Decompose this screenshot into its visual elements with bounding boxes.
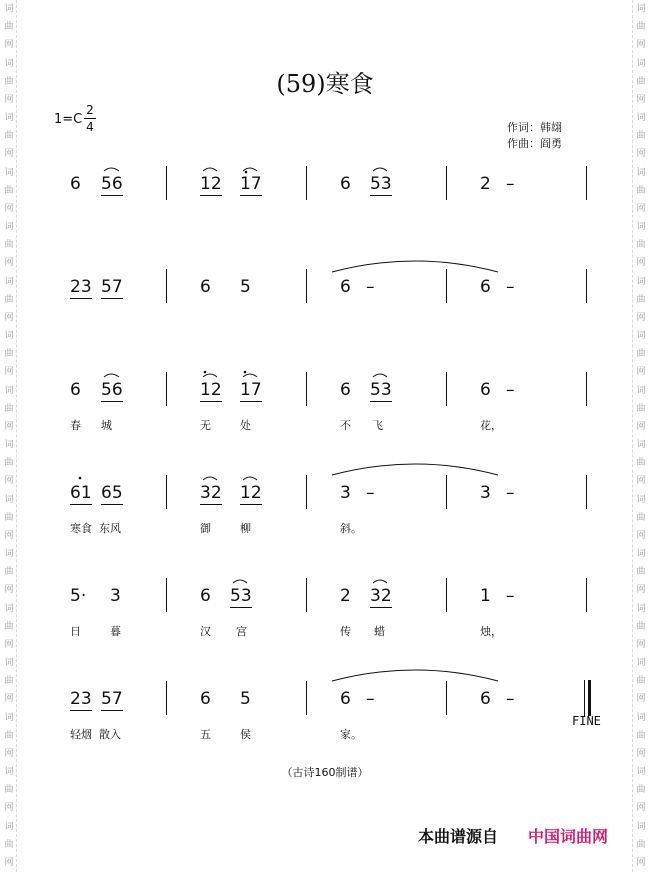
lyric: 侯 [240, 728, 251, 741]
lyric: 东风 [99, 522, 121, 535]
watermark-glyph: 词 [636, 767, 646, 777]
barline [166, 269, 167, 303]
note: 32 [370, 586, 392, 606]
watermark-glyph: 词 [4, 4, 14, 14]
lyric: 日 [70, 625, 81, 638]
lyric: 轻烟 [70, 728, 92, 741]
barline [166, 166, 167, 200]
watermark-glyph: 曲 [636, 185, 646, 196]
watermark-glyph: 曲 [4, 22, 14, 32]
note: 3 [480, 483, 491, 503]
watermark-glyph: 词 [4, 440, 14, 450]
watermark-glyph: 曲 [636, 131, 646, 141]
footer-prefix: 本曲谱源自 [418, 827, 499, 846]
watermark-glyph: 曲 [636, 621, 646, 632]
note: 6 [480, 380, 491, 400]
note: 2 [340, 586, 351, 606]
watermark-glyph: 网 [636, 203, 646, 214]
watermark-glyph: 词 [636, 167, 646, 178]
lyric: 汉 [200, 625, 211, 638]
watermark-glyph: 词 [4, 821, 14, 832]
barline [166, 578, 167, 612]
note: 57 [101, 277, 123, 297]
watermark-glyph: 曲 [636, 567, 646, 577]
lyric: 不 [340, 419, 351, 432]
note: 6 [70, 174, 81, 194]
watermark-glyph: 词 [636, 549, 646, 559]
watermark-glyph: 词 [636, 331, 646, 341]
watermark-glyph: 网 [636, 639, 646, 650]
octave-dot [204, 371, 207, 374]
watermark-glyph: 曲 [636, 785, 646, 795]
time-signature-top: 2 [86, 103, 94, 117]
note: 56 [101, 174, 123, 194]
note: 6 [200, 689, 211, 709]
note: – [506, 277, 515, 297]
note: 53 [370, 174, 392, 194]
footer-brand[interactable]: 中国词曲网 [528, 827, 609, 846]
watermark-glyph: 词 [636, 821, 646, 832]
watermark-glyph: 词 [636, 440, 646, 450]
lyric: 斜。 [340, 522, 362, 535]
watermark-glyph: 网 [4, 585, 14, 595]
watermark-glyph: 曲 [4, 512, 14, 523]
note: – [506, 586, 515, 606]
lyric: 烛， [480, 625, 502, 638]
watermark-glyph: 网 [636, 476, 646, 486]
watermark-glyph: 曲 [636, 240, 646, 250]
watermark-glyph: 网 [636, 694, 646, 704]
lyric: 寒食 [70, 522, 92, 535]
watermark-glyph: 曲 [4, 131, 14, 141]
note: 12 [240, 483, 262, 503]
watermark-glyph: 曲 [636, 294, 646, 305]
lyric: 宫 [236, 625, 247, 638]
watermark-glyph: 词 [4, 167, 14, 178]
watermark-glyph: 网 [636, 530, 646, 541]
watermark-glyph: 曲 [636, 839, 646, 850]
lyric: 柳 [240, 522, 251, 535]
time-signature-bar [84, 118, 96, 119]
watermark-glyph: 网 [4, 748, 14, 759]
barline [306, 372, 307, 406]
lyric: 蜡 [374, 625, 385, 638]
slur [373, 374, 387, 377]
lyric: 处 [240, 419, 251, 432]
lyricist: 作词：韩翃 [507, 121, 562, 134]
note: – [506, 689, 515, 709]
lyric: 五 [200, 728, 211, 741]
song-title: (59)寒食 [276, 70, 374, 98]
note: 5 [240, 689, 251, 709]
note: 6 [340, 174, 351, 194]
lyric: 御 [200, 522, 211, 535]
note: 6 [200, 277, 211, 297]
barline [306, 166, 307, 200]
note: 53 [230, 586, 252, 606]
lyric: 传 [340, 625, 351, 638]
watermark-glyph: 曲 [4, 839, 14, 850]
watermark-glyph: 网 [4, 421, 14, 432]
watermark-glyph: 网 [4, 312, 14, 323]
watermark-glyph: 词 [636, 113, 646, 123]
watermark-glyph: 网 [4, 530, 14, 541]
watermark-glyph: 词 [4, 712, 14, 723]
slur [243, 168, 257, 171]
watermark-glyph: 曲 [4, 240, 14, 250]
lyric: 无 [200, 419, 211, 432]
barline [166, 372, 167, 406]
watermark-glyph: 网 [4, 203, 14, 214]
tie [332, 261, 498, 272]
note: – [506, 380, 515, 400]
watermark-divider-right [632, 0, 633, 872]
note: – [506, 483, 515, 503]
watermark-glyph: 词 [636, 494, 646, 505]
watermark-glyph: 词 [636, 658, 646, 668]
note: 6 [340, 277, 351, 297]
barline [446, 166, 447, 200]
watermark-glyph: 网 [4, 149, 14, 159]
note: 6 [200, 586, 211, 606]
lyric: 散入 [99, 728, 121, 741]
watermark-glyph: 网 [636, 748, 646, 759]
watermark-glyph: 网 [636, 312, 646, 323]
slur [373, 168, 387, 171]
watermark-glyph: 网 [4, 258, 14, 268]
tie [332, 670, 498, 681]
slur [104, 168, 119, 171]
key-signature: 1=C [54, 112, 83, 127]
watermark-glyph: 曲 [4, 349, 14, 359]
barline [586, 475, 587, 509]
watermark-glyph: 网 [4, 367, 14, 377]
octave-dot [244, 371, 247, 374]
watermark-glyph: 网 [4, 857, 14, 868]
watermark-glyph: 词 [4, 658, 14, 668]
tie [332, 464, 498, 475]
watermark-glyph: 曲 [636, 349, 646, 359]
watermark-glyph: 网 [4, 639, 14, 650]
watermark-glyph: 词 [4, 767, 14, 777]
note: 61 [70, 483, 92, 503]
watermark-glyph: 词 [4, 549, 14, 559]
note: 23 [70, 277, 92, 297]
watermark-glyph: 词 [4, 385, 14, 396]
watermark-glyph: 网 [4, 40, 14, 50]
lyric: 飞 [372, 419, 383, 432]
watermark-glyph: 曲 [4, 458, 14, 468]
note: 12 [200, 380, 222, 400]
watermark-glyph: 曲 [636, 22, 646, 32]
watermark-glyph: 网 [4, 694, 14, 704]
lyric: 春 [70, 419, 81, 432]
watermark-glyph: 曲 [636, 676, 646, 686]
barline [306, 681, 307, 715]
note: 17 [240, 380, 262, 400]
barline [446, 578, 447, 612]
lyric: 花， [480, 419, 502, 432]
watermark-glyph: 词 [636, 603, 646, 614]
barline [166, 475, 167, 509]
slur [104, 374, 119, 377]
octave-dot [79, 477, 82, 480]
note: 56 [101, 380, 123, 400]
watermark-glyph: 曲 [4, 567, 14, 577]
barline [586, 578, 587, 612]
slur [203, 374, 217, 377]
slur [233, 580, 247, 583]
watermark-glyph: 曲 [636, 76, 646, 87]
barline [586, 166, 587, 200]
note: 3 [340, 483, 351, 503]
slur [373, 580, 387, 583]
slur [243, 374, 257, 377]
barline [446, 475, 447, 509]
final-barline-thin [584, 680, 585, 716]
watermark-left [2, 0, 16, 872]
watermark-glyph: 网 [636, 258, 646, 268]
lyric: 暮 [110, 625, 121, 638]
watermark-glyph: 网 [636, 857, 646, 868]
note: 3 [110, 586, 121, 606]
watermark-glyph: 曲 [4, 621, 14, 632]
barline [586, 269, 587, 303]
note: 2 [480, 174, 491, 194]
barline [306, 578, 307, 612]
barline [166, 681, 167, 715]
watermark-glyph: 曲 [4, 403, 14, 414]
watermark-glyph: 网 [636, 421, 646, 432]
watermark-glyph: 词 [636, 712, 646, 723]
watermark-glyph: 网 [4, 476, 14, 486]
watermark-glyph: 曲 [4, 185, 14, 196]
barline [446, 269, 447, 303]
watermark-glyph: 网 [636, 367, 646, 377]
barline [446, 681, 447, 715]
watermark-glyph: 网 [636, 40, 646, 50]
fine-mark: FINE [572, 714, 601, 728]
watermark-glyph: 词 [4, 113, 14, 123]
watermark-glyph: 词 [4, 603, 14, 614]
watermark-glyph: 词 [4, 494, 14, 505]
note: 6 [70, 380, 81, 400]
watermark-glyph: 曲 [4, 76, 14, 87]
note: 5· [70, 586, 87, 606]
watermark-glyph: 网 [636, 94, 646, 105]
lyric: 家。 [340, 728, 362, 741]
final-barline-thick [588, 680, 591, 716]
barline [446, 372, 447, 406]
note: 1 [480, 586, 491, 606]
watermark-glyph: 曲 [636, 458, 646, 468]
note: 23 [70, 689, 92, 709]
slur [243, 477, 257, 480]
watermark-glyph: 曲 [636, 730, 646, 741]
barline [306, 475, 307, 509]
lyric: 城 [101, 419, 112, 432]
octave-dot [245, 171, 248, 174]
note: 6 [340, 689, 351, 709]
watermark-glyph: 曲 [636, 512, 646, 523]
note: 6 [480, 277, 491, 297]
barline [586, 372, 587, 406]
watermark-right [634, 0, 648, 872]
watermark-glyph: 曲 [4, 676, 14, 686]
watermark-glyph: 词 [4, 331, 14, 341]
note: 5 [240, 277, 251, 297]
note: – [366, 277, 375, 297]
note: 12 [200, 174, 222, 194]
watermark-glyph: 词 [636, 4, 646, 14]
composer: 作曲：阎勇 [507, 137, 562, 150]
time-signature [84, 103, 96, 134]
slur [203, 477, 217, 480]
watermark-glyph: 网 [4, 94, 14, 105]
watermark-glyph: 网 [636, 585, 646, 595]
watermark-glyph: 曲 [4, 730, 14, 741]
watermark-glyph: 曲 [636, 403, 646, 414]
note: 6 [340, 380, 351, 400]
watermark-glyph: 词 [636, 276, 646, 287]
watermark-glyph: 词 [4, 58, 14, 69]
note: – [506, 174, 515, 194]
watermark-glyph: 词 [636, 385, 646, 396]
note: 57 [101, 689, 123, 709]
note: 6 [480, 689, 491, 709]
watermark-glyph: 网 [636, 149, 646, 159]
note: 65 [101, 483, 123, 503]
watermark-glyph: 词 [4, 222, 14, 232]
slur [203, 168, 217, 171]
source-note: （古诗160制谱） [281, 766, 369, 779]
watermark-glyph: 网 [4, 803, 14, 813]
watermark-divider-left [16, 0, 17, 872]
barline [306, 269, 307, 303]
watermark-glyph: 词 [636, 222, 646, 232]
note: 17 [240, 174, 262, 194]
note: – [366, 689, 375, 709]
note: 32 [200, 483, 222, 503]
watermark-glyph: 词 [4, 276, 14, 287]
watermark-glyph: 网 [636, 803, 646, 813]
time-signature-bottom: 4 [86, 120, 94, 134]
credits [507, 120, 562, 152]
note: 53 [370, 380, 392, 400]
note: – [366, 483, 375, 503]
watermark-glyph: 曲 [4, 785, 14, 795]
watermark-glyph: 曲 [4, 294, 14, 305]
watermark-glyph: 词 [636, 58, 646, 69]
